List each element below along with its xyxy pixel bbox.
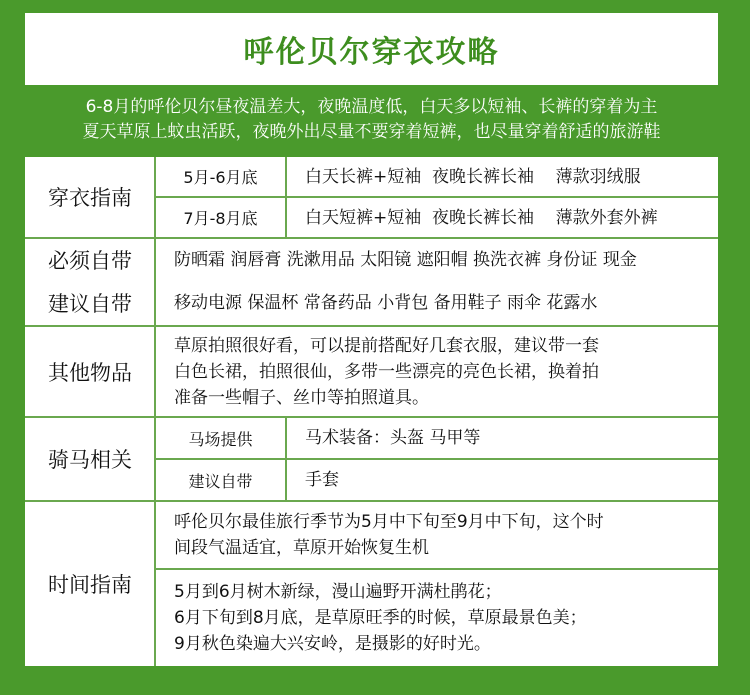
clothing-period-1: 5月-6月底 [183,168,258,187]
category-riding: 骑马相关 [48,448,132,472]
guide-table [25,157,718,666]
suggest-bring-items: 移动电源 保温杯 常备药品 小背包 备用鞋子 雨伞 花露水 [174,293,598,313]
other-line: 白色长裙，拍照很仙，多带一些漂亮的亮色长裙，换着拍 [174,361,599,382]
clothing-period-2: 7月-8月底 [183,209,258,228]
must-bring-items: 防晒霜 润唇膏 洗漱用品 太阳镜 遮阳帽 换洗衣裤 身份证 现金 [174,250,637,270]
clothing-items-2: 白天短裤+短袖 夜晚长裤长袖 薄款外套外裤 [305,207,658,228]
time-block-1 [156,502,718,568]
riding-key-1: 马场提供 [188,429,253,449]
time-line: 6月下旬到8月底，是草原旺季的时候，草原最景色美； [174,608,587,628]
time-line: 呼伦贝尔最佳旅行季节为5月中下旬至9月中下旬，这个时 [174,512,604,532]
time-line: 间段气温适宜，草原开始恢复生机 [174,538,429,558]
intro-text [25,95,718,145]
time-line: 9月秋色染遍大兴安岭，是摄影的好时光。 [174,634,491,654]
category-clothing: 穿衣指南 [48,186,132,210]
other-line: 草原拍照很好看，可以提前搭配好几套衣服，建议带一套 [174,335,599,356]
category-must-bring: 必须自带 [48,249,132,273]
other-items [156,327,718,416]
riding-value-2: 手套 [305,470,339,490]
category-time: 时间指南 [48,573,132,597]
intro-line: 夏天草原上蚊虫活跃，夜晚外出尽量不要穿着短裤，也尽量穿着舒适的旅游鞋 [82,122,661,142]
time-block-2 [156,570,718,666]
other-line: 准备一些帽子、丝巾等拍照道具。 [174,387,429,408]
clothing-items-1: 白天长裤+短袖 夜晚长裤长袖 薄款羽绒服 [305,166,641,187]
riding-key-2: 建议自带 [188,471,253,491]
category-other: 其他物品 [48,360,132,385]
page-title: 呼伦贝尔穿衣攻略 [243,35,500,70]
time-line: 5月到6月树木新绿，漫山遍野开满杜鹃花； [174,582,502,602]
category-suggest-bring: 建议自带 [48,292,132,316]
intro-line: 6-8月的呼伦贝尔昼夜温差大，夜晚温度低，白天多以短袖、长裤的穿着为主 [85,97,658,117]
riding-value-1: 马术装备：头盔 马甲等 [305,428,481,448]
title-box [25,13,718,85]
